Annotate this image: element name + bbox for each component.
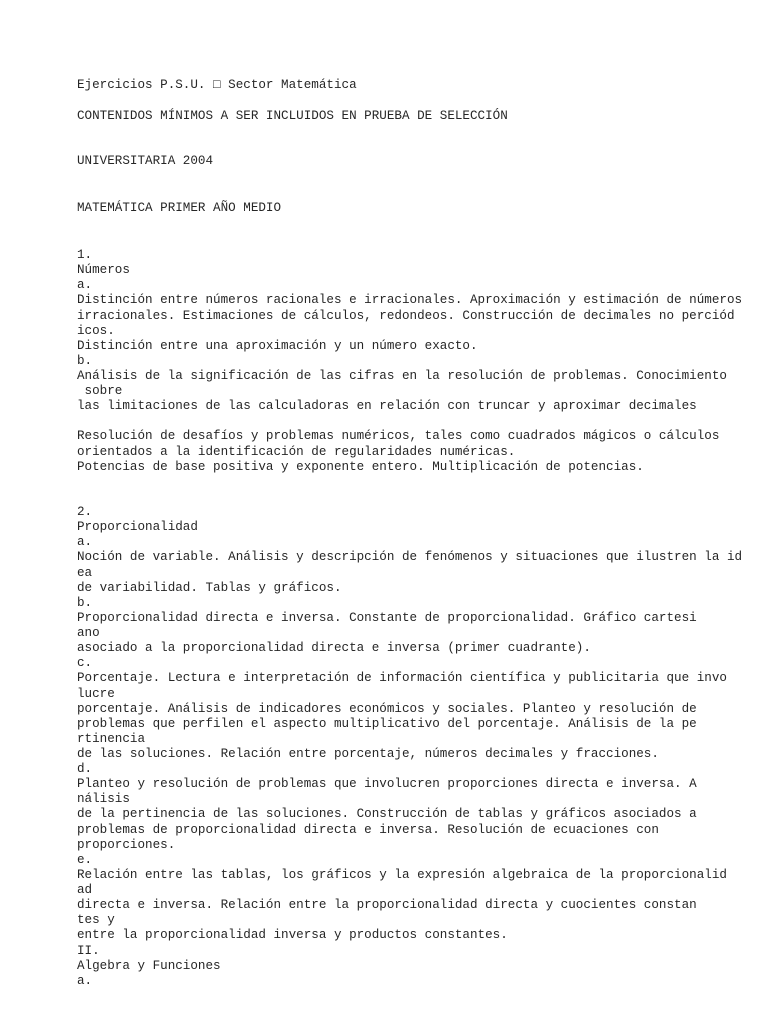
text-line: b.: [77, 353, 93, 368]
text-line: Análisis de la significación de las cifras en la resolución de problemas. Conocimiento: [77, 369, 727, 383]
text-line: Algebra y Funciones: [77, 958, 221, 973]
text-line: proporciones.: [77, 837, 176, 852]
text-line: tes y: [77, 913, 115, 928]
text-line: d.: [77, 762, 93, 777]
text-line: Potencias de base positiva y exponente entero. Multiplicación de potencias.: [77, 459, 644, 474]
text-line: Distinción entre números racionales e irracionales. Aproximación y estimación de números: [77, 293, 743, 308]
text-line: ea: [77, 565, 93, 580]
text-line: las limitaciones de las calculadoras en relación con truncar y aproximar decimales: [77, 399, 697, 414]
text-line: a.: [77, 535, 93, 550]
text-line: Proporcionalidad directa e inversa. Constante de proporcionalidad. Gráfico cartesi: [77, 610, 697, 625]
text-line: ad: [77, 883, 93, 897]
text-line: Distinción entre una aproximación y un número exacto.: [77, 338, 478, 353]
text-line: Resolución de desafíos y problemas numéricos, tales como cuadrados mágicos o cálculos: [77, 429, 720, 444]
text-line: sobre: [77, 384, 123, 399]
text-line: e.: [77, 852, 93, 867]
text-line: lucre: [77, 686, 115, 701]
text-line: problemas que perfilen el aspecto multiplicativo del porcentaje. Análisis de la pe: [77, 716, 697, 731]
text-line: problemas de proporcionalidad directa e inversa. Resolución de ecuaciones con: [77, 822, 659, 837]
text-line: II.: [77, 943, 100, 958]
text-line: entre la proporcionalidad inversa y productos constantes.: [77, 928, 508, 943]
text-line: a.: [77, 278, 93, 293]
text-line: 1.: [77, 248, 93, 262]
text-line: irracionales. Estimaciones de cálculos, redondeos. Construcción de decimales no perciód: [77, 308, 735, 323]
heading-primer-medio: MATEMÁTICA PRIMER AÑO MEDIO: [77, 201, 282, 215]
text-line: asociado a la proporcionalidad directa e inversa (primer cuadrante).: [77, 641, 591, 656]
heading-contenidos: CONTENIDOS MÍNIMOS A SER INCLUIDOS EN PRUEBA DE SELECCIÓN: [77, 109, 508, 123]
text-line: c.: [77, 656, 93, 671]
document-header: Ejercicios P.S.U. □ Sector Matemática: [77, 78, 357, 92]
text-line: Proporcionalidad: [77, 520, 198, 535]
text-line: orientados a la identificación de regularidades numéricas.: [77, 444, 516, 459]
text-line: Porcentaje. Lectura e interpretación de información científica y publicitaria que invo: [77, 671, 727, 686]
text-line: de la pertinencia de las soluciones. Construcción de tablas y gráficos asociados a: [77, 807, 697, 822]
text-line: Noción de variable. Análisis y descripción de fenómenos y situaciones que ilustren la id: [77, 550, 743, 565]
heading-universitaria: UNIVERSITARIA 2004: [77, 154, 214, 168]
text-line: ano: [77, 626, 100, 640]
text-line: a.: [77, 973, 93, 988]
text-line: icos.: [77, 323, 115, 338]
text-line: de variabilidad. Tablas y gráficos.: [77, 580, 342, 595]
text-line: rtinencia: [77, 731, 146, 746]
text-line: Números: [77, 263, 130, 278]
text-line: porcentaje. Análisis de indicadores económicos y sociales. Planteo y resolución de: [77, 701, 697, 716]
text-line: de las soluciones. Relación entre porcentaje, números decimales y fracciones.: [77, 747, 659, 761]
text-line: 2.: [77, 505, 93, 519]
text-line: directa e inversa. Relación entre la proporcionalidad directa y cuocientes constan: [77, 898, 697, 913]
text-line: Planteo y resolución de problemas que involucren proporciones directa e inversa. A: [77, 777, 697, 792]
text-line: Relación entre las tablas, los gráficos y la expresión algebraica de la proporcionalid: [77, 867, 727, 882]
text-line: b.: [77, 595, 93, 610]
text-line: nálisis: [77, 792, 130, 807]
